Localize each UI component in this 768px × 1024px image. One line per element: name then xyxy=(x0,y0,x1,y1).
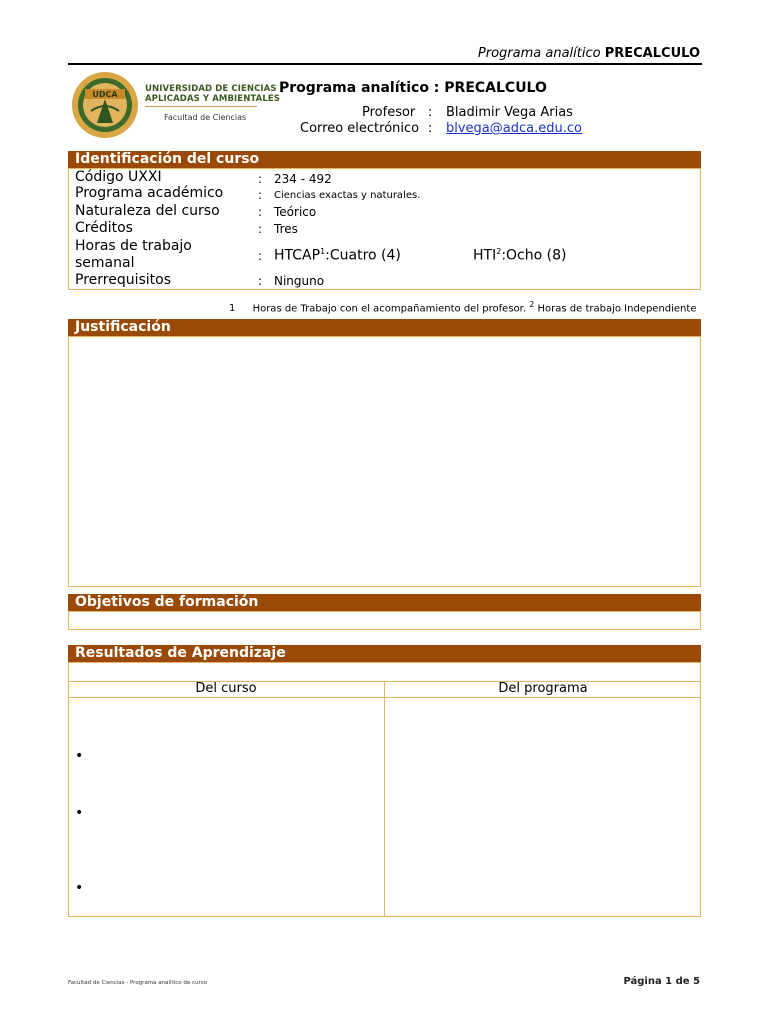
htcap-sup: 1 xyxy=(320,247,326,256)
faculty-name: Facultad de Ciencias xyxy=(164,113,247,122)
creditos-colon: : xyxy=(258,222,263,236)
naturaleza-value: Teórico xyxy=(274,205,317,219)
codigo-label: Código UXXI xyxy=(75,169,162,185)
horas-colon: : xyxy=(258,249,263,263)
professor-label: Profesor xyxy=(362,105,416,120)
programa-colon: : xyxy=(258,188,263,202)
objetivos-header: Objetivos de formación xyxy=(68,594,701,611)
footnote-text-2: Horas de trabajo Independiente xyxy=(537,303,697,315)
university-rule xyxy=(145,106,257,107)
running-header-bold: PRECALCULO xyxy=(604,46,700,61)
program-title: Programa analítico : PRECALCULO xyxy=(279,80,547,96)
col-del-curso: Del curso xyxy=(195,681,257,696)
footnote-num-2: 2 xyxy=(529,300,535,309)
bullet-1: • xyxy=(75,748,84,764)
horas-label xyxy=(75,238,192,272)
seal-text: UDCA xyxy=(92,90,118,99)
hti xyxy=(473,247,566,264)
prerreq-colon: : xyxy=(258,274,263,288)
footnote-num-1: 1 xyxy=(229,303,236,315)
resultados-header: Resultados de Aprendizaje xyxy=(68,645,701,662)
htcap xyxy=(274,247,401,264)
bullet-3: • xyxy=(75,880,84,896)
university-seal-icon xyxy=(71,71,139,139)
email-link[interactable]: blvega@adca.edu.co xyxy=(446,121,582,136)
programa-value: Ciencias exactas y naturales. xyxy=(274,190,421,201)
email-colon: : xyxy=(428,121,433,136)
col-del-programa: Del programa xyxy=(498,681,588,696)
justificacion-header: Justificación xyxy=(68,319,701,336)
htcap-label: HTCAP xyxy=(274,247,321,264)
hti-value: :Ocho (8) xyxy=(501,247,567,264)
bullet-2: • xyxy=(75,805,84,821)
prerreq-label: Prerrequisitos xyxy=(75,272,172,288)
codigo-value: 234 - 492 xyxy=(274,172,332,186)
header-rule xyxy=(68,63,702,65)
running-header-italic: Programa analítico xyxy=(477,46,601,61)
identificacion-header: Identificación del curso xyxy=(68,151,701,168)
programa-label: Programa académico xyxy=(75,185,224,201)
footnote xyxy=(229,300,696,314)
creditos-value: Tres xyxy=(274,222,298,236)
university-name-line-1: UNIVERSIDAD DE CIENCIAS xyxy=(145,84,277,94)
horas-label-line-1: Horas de trabajo xyxy=(75,238,192,254)
university-name-line-2: APLICADAS Y AMBIENTALES xyxy=(145,94,280,104)
university-name xyxy=(145,84,280,104)
naturaleza-colon: : xyxy=(258,205,263,219)
hti-label: HTI xyxy=(473,247,497,264)
email-label: Correo electrónico xyxy=(300,121,420,136)
footer-left: Facultad de Ciencias - Programa analítico de curso xyxy=(68,980,208,986)
prerreq-value: Ninguno xyxy=(274,274,325,288)
cell-del-programa[interactable] xyxy=(385,698,701,916)
running-header xyxy=(478,46,700,61)
naturaleza-label: Naturaleza del curso xyxy=(75,203,220,219)
professor-colon: : xyxy=(428,105,433,120)
justificacion-box[interactable] xyxy=(68,336,701,587)
objetivos-box[interactable] xyxy=(68,611,701,630)
cell-del-curso[interactable] xyxy=(68,698,384,916)
creditos-label: Créditos xyxy=(75,220,133,236)
horas-label-line-2: semanal xyxy=(75,255,135,271)
hti-sup: 2 xyxy=(496,247,502,256)
htcap-value: :Cuatro (4) xyxy=(325,247,401,264)
footnote-text-1: Horas de Trabajo con el acompañamiento del profesor. xyxy=(252,303,527,315)
page-number: Página 1 de 5 xyxy=(623,976,700,987)
codigo-colon: : xyxy=(258,172,263,186)
professor-value: Bladimir Vega Arias xyxy=(446,105,573,120)
